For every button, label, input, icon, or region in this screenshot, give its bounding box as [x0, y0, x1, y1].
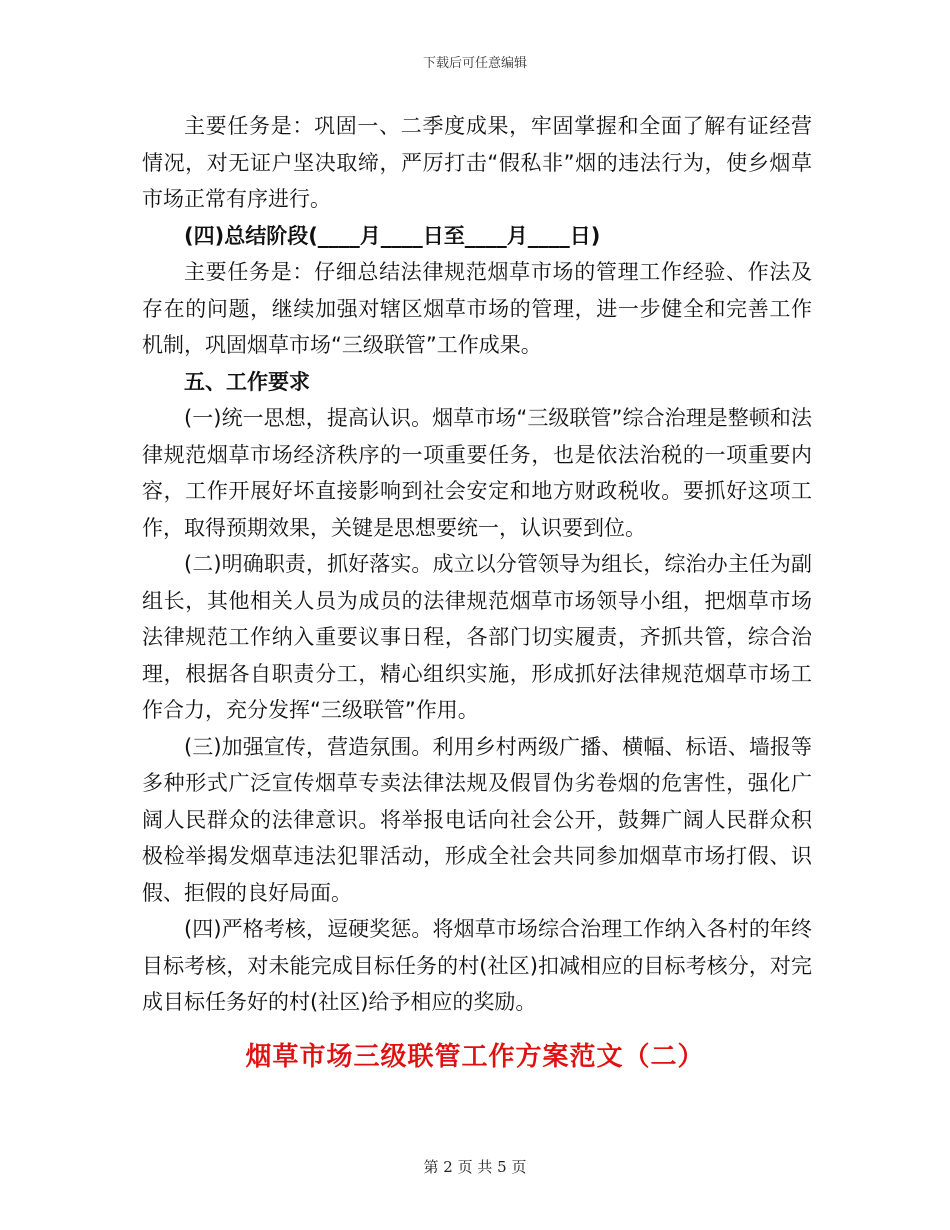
paragraph-task-4: 主要任务是：仔细总结法律规范烟草市场的管理工作经验、作法及存在的问题，继续加强对辖区烟草市场的管理，进一步健全和完善工作机制，巩固烟草市场“三级联管”工作成果。	[142, 260, 812, 357]
section-heading-summary-stage: (四)总结阶段(____月____日至____月____日)	[184, 223, 601, 248]
paragraph-requirement-1: (一)统一思想，提高认识。烟草市场“三级联管”综合治理是整顿和法律规范烟草市场经济秩序的一项重要任务，也是依法治税的一项重要内容，工作开展好坏直接影响到社会安定和地方财政税收。要抓好这项工作，取得预期效果，关键是思想要统一，认识要到位。	[142, 406, 812, 540]
section-heading-requirements: 五、工作要求	[184, 369, 310, 394]
paragraph-task-3: 主要任务是：巩固一、二季度成果，牢固掌握和全面了解有证经营情况，对无证户坚决取缔，严厉打击“假私非”烟的违法行为，使乡烟草市场正常有序进行。	[142, 114, 812, 211]
header-note: 下载后可任意编辑	[422, 56, 527, 71]
next-document-title: 烟草市场三级联管工作方案范文（二）	[245, 1042, 705, 1072]
paragraph-requirement-4: (四)严格考核，逗硬奖惩。将烟草市场综合治理工作纳入各村的年终目标考核，对未能完成目标任务的村(社区)扣减相应的目标考核分，对完成目标任务好的村(社区)给予相应的奖励。	[142, 917, 812, 1014]
paragraph-requirement-3: (三)加强宣传，营造氛围。利用乡村两级广播、横幅、标语、墙报等多种形式广泛宣传烟草专卖法律法规及假冒伪劣卷烟的危害性，强化广阔人民群众的法律意识。将举报电话向社会公开，鼓舞广阔人民群众积极检举揭发烟草违法犯罪活动，形成全社会共同参加烟草市场打假、识假、拒假的良好局面。	[142, 734, 812, 905]
document-body	[142, 108, 812, 1021]
paragraph-requirement-2: (二)明确职责，抓好落实。成立以分管领导为组长，综治办主任为副组长，其他相关人员为成员的法律规范烟草市场领导小组，把烟草市场法律规范工作纳入重要议事日程，各部门切实履责，齐抓共管，综合治理，根据各自职责分工，精心组织实施，形成抓好法律规范烟草市场工作合力，充分发挥“三级联管”作用。	[142, 552, 812, 722]
page-number: 第 2 页 共 5 页	[423, 1158, 527, 1176]
